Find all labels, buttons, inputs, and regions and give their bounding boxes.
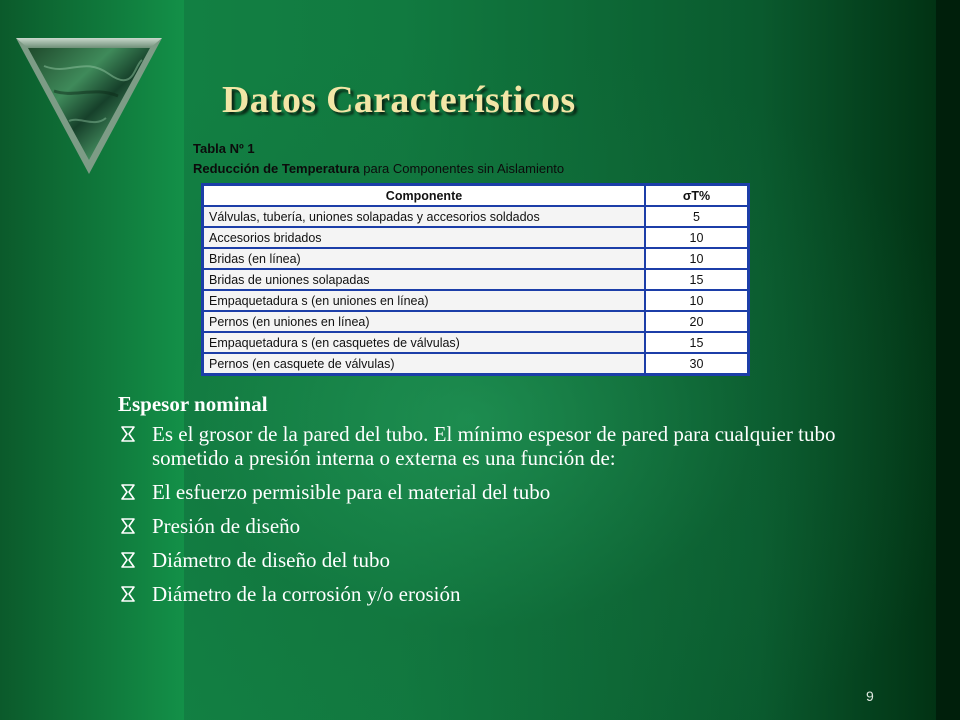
table-cell-component: Pernos (en uniones en línea)	[203, 311, 645, 332]
right-band	[936, 0, 960, 720]
table-cell-component: Empaquetadura s (en uniones en línea)	[203, 290, 645, 311]
table-row	[203, 248, 748, 269]
table-cell-component: Bridas (en línea)	[203, 248, 645, 269]
bullet-text: Diámetro de la corrosión y/o erosión	[152, 582, 461, 606]
page-number: 9	[866, 688, 874, 704]
table-row	[203, 290, 748, 311]
table-cell-component: Pernos (en casquete de válvulas)	[203, 353, 645, 374]
section-heading: Espesor nominal	[118, 392, 268, 416]
bullet-text: Es el grosor de la pared del tubo. El mínimo espesor de pared para cualquier tubo sometido a presión interna o externa es una función de:	[152, 422, 836, 470]
table-row	[203, 332, 748, 353]
table-cell-component: Accesorios bridados	[203, 227, 645, 248]
hourglass-bullet-icon	[120, 552, 136, 568]
table-cell-value: 5	[645, 206, 748, 227]
hourglass-bullet-icon	[120, 518, 136, 534]
table-cell-value: 15	[645, 332, 748, 353]
bullet-item	[118, 582, 878, 606]
table-cell-value: 20	[645, 311, 748, 332]
bullet-list	[118, 422, 878, 606]
bullet-text: El esfuerzo permisible para el material del tubo	[152, 480, 551, 504]
table-cell-component: Bridas de uniones solapadas	[203, 269, 645, 290]
bullet-text: Diámetro de diseño del tubo	[152, 548, 390, 572]
table-caption-rest: para Componentes sin Aislamiento	[359, 161, 565, 176]
table-row	[203, 206, 748, 227]
bullet-item	[118, 422, 878, 470]
table-caption-bold: Reducción de Temperatura	[193, 161, 360, 176]
table-cell-component: Empaquetadura s (en casquetes de válvulas)	[203, 332, 645, 353]
bullet-text: Presión de diseño	[152, 514, 301, 538]
table-row	[203, 311, 748, 332]
hourglass-bullet-icon	[120, 484, 136, 500]
table-caption-number: Tabla Nº 1	[193, 141, 255, 156]
bullet-item	[118, 514, 878, 538]
table-caption-title	[193, 161, 564, 176]
hourglass-bullet-icon	[120, 426, 136, 442]
table-cell-component: Válvulas, tubería, uniones solapadas y accesorios soldados	[203, 206, 645, 227]
column-header-component: Componente	[203, 185, 645, 206]
table-row	[203, 353, 748, 374]
column-header-sigma-t: σT%	[645, 185, 748, 206]
table-cell-value: 10	[645, 248, 748, 269]
bullet-item	[118, 480, 878, 504]
table-cell-value: 30	[645, 353, 748, 374]
bullet-item	[118, 548, 878, 572]
body-text	[118, 392, 878, 616]
slide-title: Datos Característicos	[222, 79, 576, 121]
table-cell-value: 15	[645, 269, 748, 290]
table-cell-value: 10	[645, 290, 748, 311]
hourglass-bullet-icon	[120, 586, 136, 602]
table-row	[203, 269, 748, 290]
table-cell-value: 10	[645, 227, 748, 248]
data-table	[201, 183, 750, 376]
temperature-reduction-table	[193, 139, 752, 381]
table-row	[203, 227, 748, 248]
table-header-row	[203, 185, 748, 206]
marble-triangle-icon	[14, 36, 164, 176]
